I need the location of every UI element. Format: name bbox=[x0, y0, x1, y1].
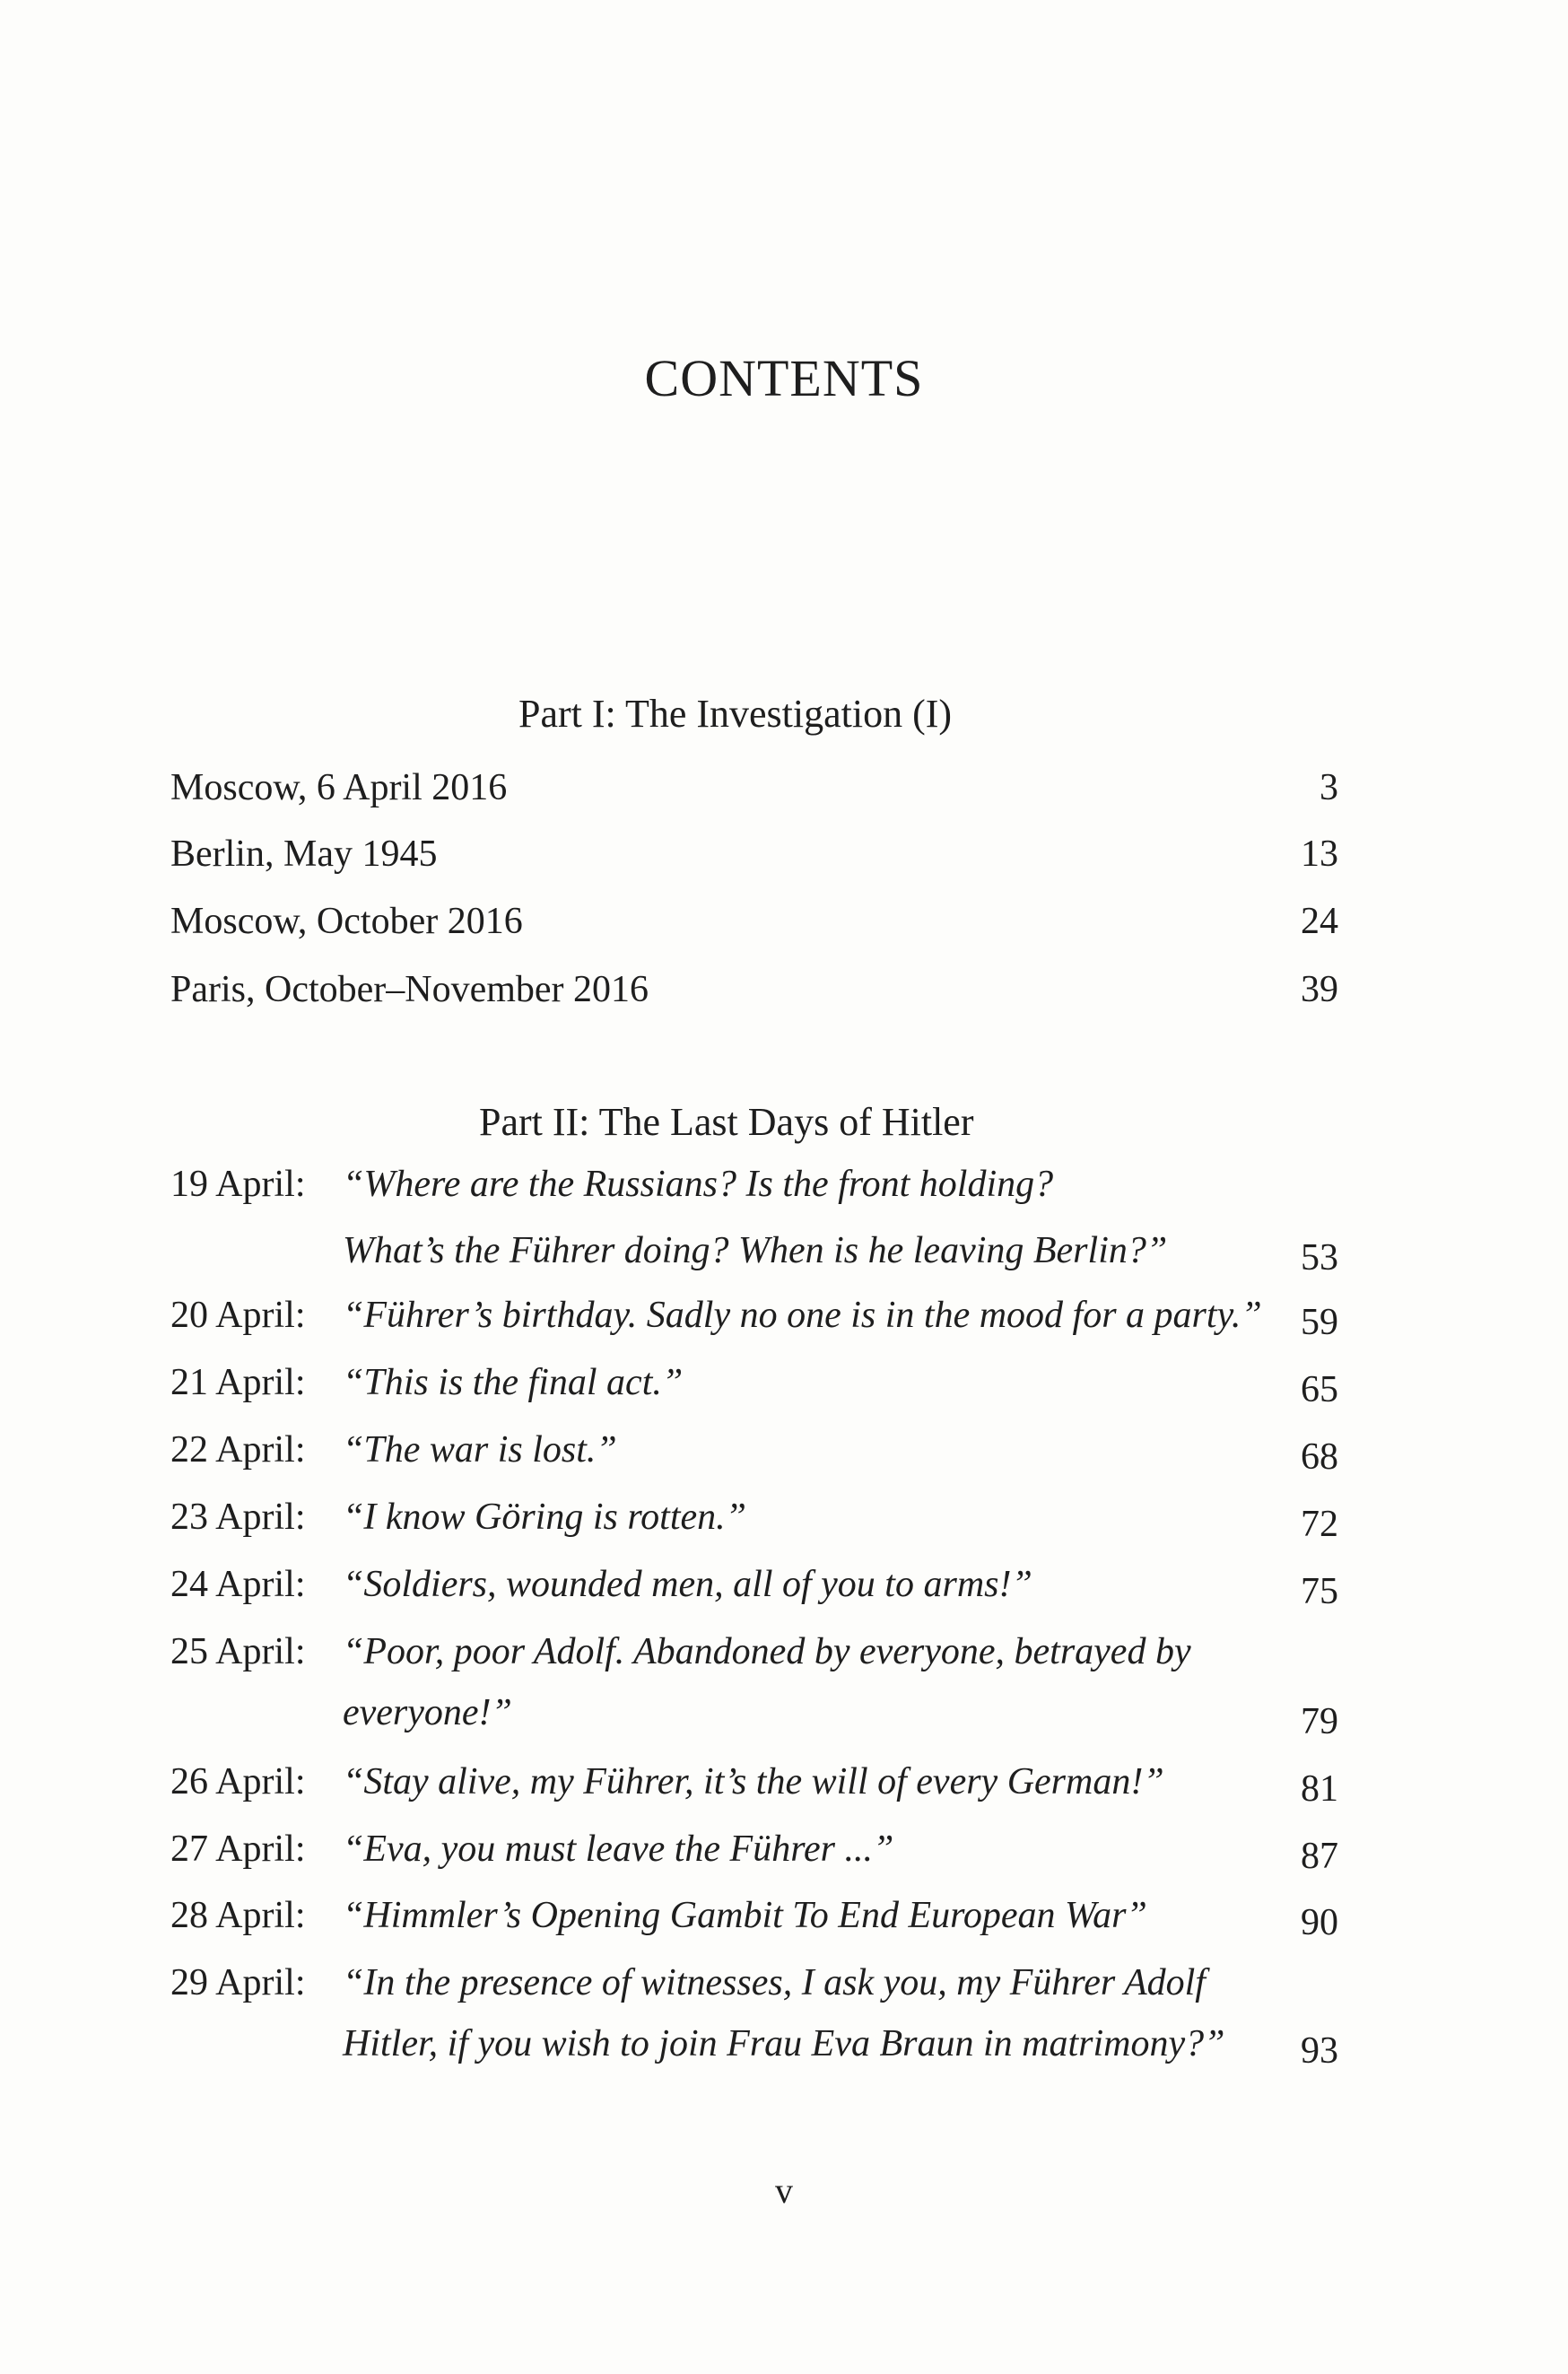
toc-entry-title-line: “This is the final act.” bbox=[343, 1362, 684, 1403]
toc-entry[interactable] bbox=[170, 888, 1338, 955]
toc-entry-page: 3 bbox=[1320, 767, 1338, 808]
toc-entry-title-line: “Eva, you must leave the Führer ...” bbox=[343, 1829, 894, 1870]
page-title: CONTENTS bbox=[644, 349, 924, 407]
toc-entry-page: 53 bbox=[1301, 1237, 1338, 1279]
toc-entry-page: 68 bbox=[1301, 1436, 1338, 1478]
part-1-heading: Part I: The Investigation (I) bbox=[518, 692, 953, 736]
toc-entry-title-line: “In the presence of witnesses, I ask you, my Führer Adolf bbox=[343, 1962, 1206, 2003]
toc-entry-page: 93 bbox=[1301, 2030, 1338, 2072]
toc-entry-title-line: “Poor, poor Adolf. Abandoned by everyone, betrayed by bbox=[343, 1631, 1191, 1672]
toc-entry-page: 81 bbox=[1301, 1768, 1338, 1810]
toc-entry-title-line: “Soldiers, wounded men, all of you to arms!” bbox=[343, 1564, 1032, 1605]
toc-entry[interactable] bbox=[170, 1894, 1338, 1960]
toc-entry-date: 21 April: bbox=[170, 1362, 306, 1403]
toc-entry-page: 75 bbox=[1301, 1571, 1338, 1612]
toc-entry-title: Berlin, May 1945 bbox=[170, 834, 438, 875]
toc-entry[interactable] bbox=[170, 956, 1338, 1023]
toc-entry-page: 59 bbox=[1301, 1302, 1338, 1343]
toc-entry[interactable] bbox=[170, 1496, 1338, 1562]
toc-entry-title-line: “Himmler’s Opening Gambit To End European War” bbox=[343, 1895, 1147, 1936]
toc-entry-title: Moscow, October 2016 bbox=[170, 901, 523, 942]
toc-entry-date: 29 April: bbox=[170, 1962, 306, 2003]
toc-entry-title: Paris, October–November 2016 bbox=[170, 969, 649, 1010]
toc-entry[interactable] bbox=[170, 821, 1338, 887]
toc-entry-page: 79 bbox=[1301, 1701, 1338, 1742]
toc-entry-page: 87 bbox=[1301, 1836, 1338, 1877]
toc-entry-date: 24 April: bbox=[170, 1564, 306, 1605]
toc-entry[interactable] bbox=[170, 1428, 1338, 1495]
toc-entry-title-line: Hitler, if you wish to join Frau Eva Braun in matrimony?” bbox=[343, 2023, 1225, 2064]
toc-entry-title-line: “I know Göring is rotten.” bbox=[343, 1497, 746, 1538]
toc-entry-date: 23 April: bbox=[170, 1497, 306, 1538]
toc-entry[interactable] bbox=[170, 1760, 1338, 1827]
toc-entry-title-line: “Stay alive, my Führer, it’s the will of every German!” bbox=[343, 1761, 1164, 1802]
toc-entry[interactable] bbox=[170, 1961, 1338, 2096]
toc-entry-title-line: “Führer’s birthday. Sadly no one is in the mood for a party.” bbox=[343, 1295, 1262, 1336]
toc-entry[interactable] bbox=[170, 1630, 1338, 1765]
toc-entry-page: 90 bbox=[1301, 1902, 1338, 1943]
page-number: v bbox=[775, 2170, 793, 2211]
toc-entry-title-line: “Where are the Russians? Is the front holding? bbox=[343, 1164, 1054, 1205]
toc-entry[interactable] bbox=[170, 755, 1338, 821]
toc-entry-page: 72 bbox=[1301, 1504, 1338, 1545]
toc-entry[interactable] bbox=[170, 1163, 1338, 1297]
toc-entry-title-line: What’s the Führer doing? When is he leaving Berlin?” bbox=[343, 1230, 1168, 1271]
toc-entry-date: 19 April: bbox=[170, 1164, 306, 1205]
toc-entry-date: 27 April: bbox=[170, 1829, 306, 1870]
toc-entry[interactable] bbox=[170, 1361, 1338, 1427]
toc-entry-page: 65 bbox=[1301, 1369, 1338, 1410]
toc-entry-date: 25 April: bbox=[170, 1631, 306, 1672]
toc-entry-page: 13 bbox=[1301, 834, 1338, 875]
toc-entry-date: 20 April: bbox=[170, 1295, 306, 1336]
part-2-heading: Part II: The Last Days of Hitler bbox=[479, 1100, 974, 1144]
toc-entry-title-line: “The war is lost.” bbox=[343, 1429, 617, 1471]
toc-entry-page: 24 bbox=[1301, 901, 1338, 942]
toc-entry-page: 39 bbox=[1301, 969, 1338, 1010]
toc-entry[interactable] bbox=[170, 1563, 1338, 1629]
toc-entry-date: 22 April: bbox=[170, 1429, 306, 1471]
toc-entry-date: 28 April: bbox=[170, 1895, 306, 1936]
toc-entry-title-line: everyone!” bbox=[343, 1692, 512, 1733]
toc-entry[interactable] bbox=[170, 1828, 1338, 1894]
toc-entry[interactable] bbox=[170, 1294, 1338, 1360]
toc-entry-date: 26 April: bbox=[170, 1761, 306, 1802]
toc-entry-title: Moscow, 6 April 2016 bbox=[170, 767, 508, 808]
